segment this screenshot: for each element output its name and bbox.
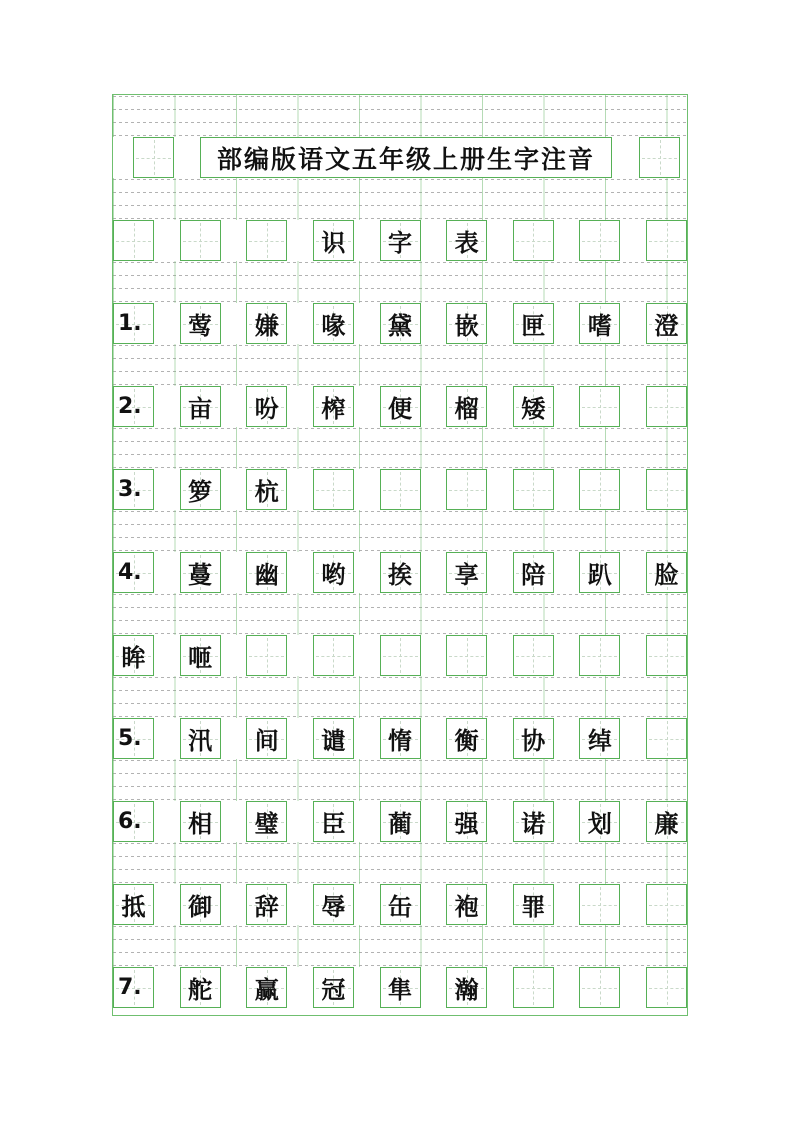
char-cell: 协	[513, 718, 554, 759]
pinyin-band	[113, 95, 687, 137]
char-cell	[513, 469, 554, 510]
char-cell: 蔺	[380, 801, 421, 842]
char-cell: 哟	[313, 552, 354, 593]
grid-cell	[180, 220, 221, 261]
pinyin-band	[113, 925, 687, 967]
char-cell	[579, 884, 620, 925]
char-cell: 矮	[513, 386, 554, 427]
pinyin-band	[113, 593, 687, 635]
char-cell: 嗜	[579, 303, 620, 344]
char-cell: 廉	[646, 801, 687, 842]
char-cell: 冠	[313, 967, 354, 1008]
char-cell	[646, 386, 687, 427]
char-cell: 缶	[380, 884, 421, 925]
char-cell	[579, 469, 620, 510]
row-number: 6.	[113, 801, 154, 842]
char-cell: 喙	[313, 303, 354, 344]
row-number: 2.	[113, 386, 154, 427]
char-cell	[579, 967, 620, 1008]
pinyin-band	[113, 842, 687, 884]
char-cell: 吩	[246, 386, 287, 427]
char-cell	[446, 635, 487, 676]
char-cell	[646, 718, 687, 759]
char-cell: 陪	[513, 552, 554, 593]
pinyin-band	[113, 510, 687, 552]
char-cell	[246, 635, 287, 676]
char-cell: 嫌	[246, 303, 287, 344]
title-row	[113, 137, 687, 178]
grid-cell	[113, 220, 154, 261]
char-cell: 臣	[313, 801, 354, 842]
char-cell	[313, 635, 354, 676]
row-number: 3.	[113, 469, 154, 510]
row-number: 5.	[113, 718, 154, 759]
char-cell: 箩	[180, 469, 221, 510]
char-cell: 澄	[646, 303, 687, 344]
grid-cell	[246, 220, 287, 261]
pinyin-band	[113, 178, 687, 220]
char-cell	[380, 469, 421, 510]
char-cell	[579, 386, 620, 427]
tianzige-worksheet	[112, 94, 688, 1016]
char-cell: 赢	[246, 967, 287, 1008]
char-cell	[380, 635, 421, 676]
char-row	[113, 635, 687, 676]
char-cell: 莺	[180, 303, 221, 344]
row-number: 4.	[113, 552, 154, 593]
page-title: 部编版语文五年级上册生字注音	[200, 137, 612, 178]
char-cell	[646, 884, 687, 925]
char-cell: 罪	[513, 884, 554, 925]
char-cell: 幽	[246, 552, 287, 593]
char-row	[113, 552, 687, 593]
char-cell: 亩	[180, 386, 221, 427]
char-cell: 抵	[113, 884, 154, 925]
char-cell: 黛	[380, 303, 421, 344]
grid-cell	[646, 220, 687, 261]
pinyin-band	[113, 344, 687, 386]
subtitle-char: 表	[446, 220, 487, 261]
char-row	[113, 801, 687, 842]
char-cell: 谴	[313, 718, 354, 759]
char-cell: 脸	[646, 552, 687, 593]
char-cell: 榴	[446, 386, 487, 427]
char-cell	[446, 469, 487, 510]
grid-cell	[639, 137, 680, 178]
char-row	[113, 469, 687, 510]
char-cell: 眸	[113, 635, 154, 676]
char-cell	[513, 967, 554, 1008]
char-cell: 瀚	[446, 967, 487, 1008]
char-cell	[646, 967, 687, 1008]
char-cell: 嵌	[446, 303, 487, 344]
char-cell	[646, 469, 687, 510]
char-cell	[579, 635, 620, 676]
pinyin-band	[113, 261, 687, 303]
char-row	[113, 386, 687, 427]
char-cell: 衡	[446, 718, 487, 759]
char-cell: 舵	[180, 967, 221, 1008]
char-cell: 榨	[313, 386, 354, 427]
char-cell: 划	[579, 801, 620, 842]
pinyin-band	[113, 427, 687, 469]
char-cell: 惰	[380, 718, 421, 759]
char-cell	[646, 635, 687, 676]
char-cell: 蔓	[180, 552, 221, 593]
char-cell: 挨	[380, 552, 421, 593]
pinyin-band	[113, 759, 687, 801]
char-cell	[513, 635, 554, 676]
char-cell: 隼	[380, 967, 421, 1008]
row-number: 1.	[113, 303, 154, 344]
char-cell: 诺	[513, 801, 554, 842]
char-row	[113, 303, 687, 344]
subtitle-row	[113, 220, 687, 261]
row-number: 7.	[113, 967, 154, 1008]
char-cell: 辞	[246, 884, 287, 925]
char-cell: 汛	[180, 718, 221, 759]
char-cell: 匣	[513, 303, 554, 344]
subtitle-char: 识	[313, 220, 354, 261]
char-cell: 璧	[246, 801, 287, 842]
char-row	[113, 884, 687, 925]
char-cell: 间	[246, 718, 287, 759]
grid-cell	[133, 137, 174, 178]
grid-cell	[579, 220, 620, 261]
char-cell: 便	[380, 386, 421, 427]
char-cell: 强	[446, 801, 487, 842]
subtitle-char: 字	[380, 220, 421, 261]
pinyin-band	[113, 676, 687, 718]
char-cell: 咂	[180, 635, 221, 676]
char-row	[113, 718, 687, 759]
char-cell: 绰	[579, 718, 620, 759]
char-cell: 享	[446, 552, 487, 593]
char-cell: 趴	[579, 552, 620, 593]
char-cell: 御	[180, 884, 221, 925]
char-cell: 相	[180, 801, 221, 842]
grid-cell	[513, 220, 554, 261]
char-row	[113, 967, 687, 1008]
char-cell: 袍	[446, 884, 487, 925]
char-cell: 辱	[313, 884, 354, 925]
char-cell	[313, 469, 354, 510]
char-cell: 杭	[246, 469, 287, 510]
